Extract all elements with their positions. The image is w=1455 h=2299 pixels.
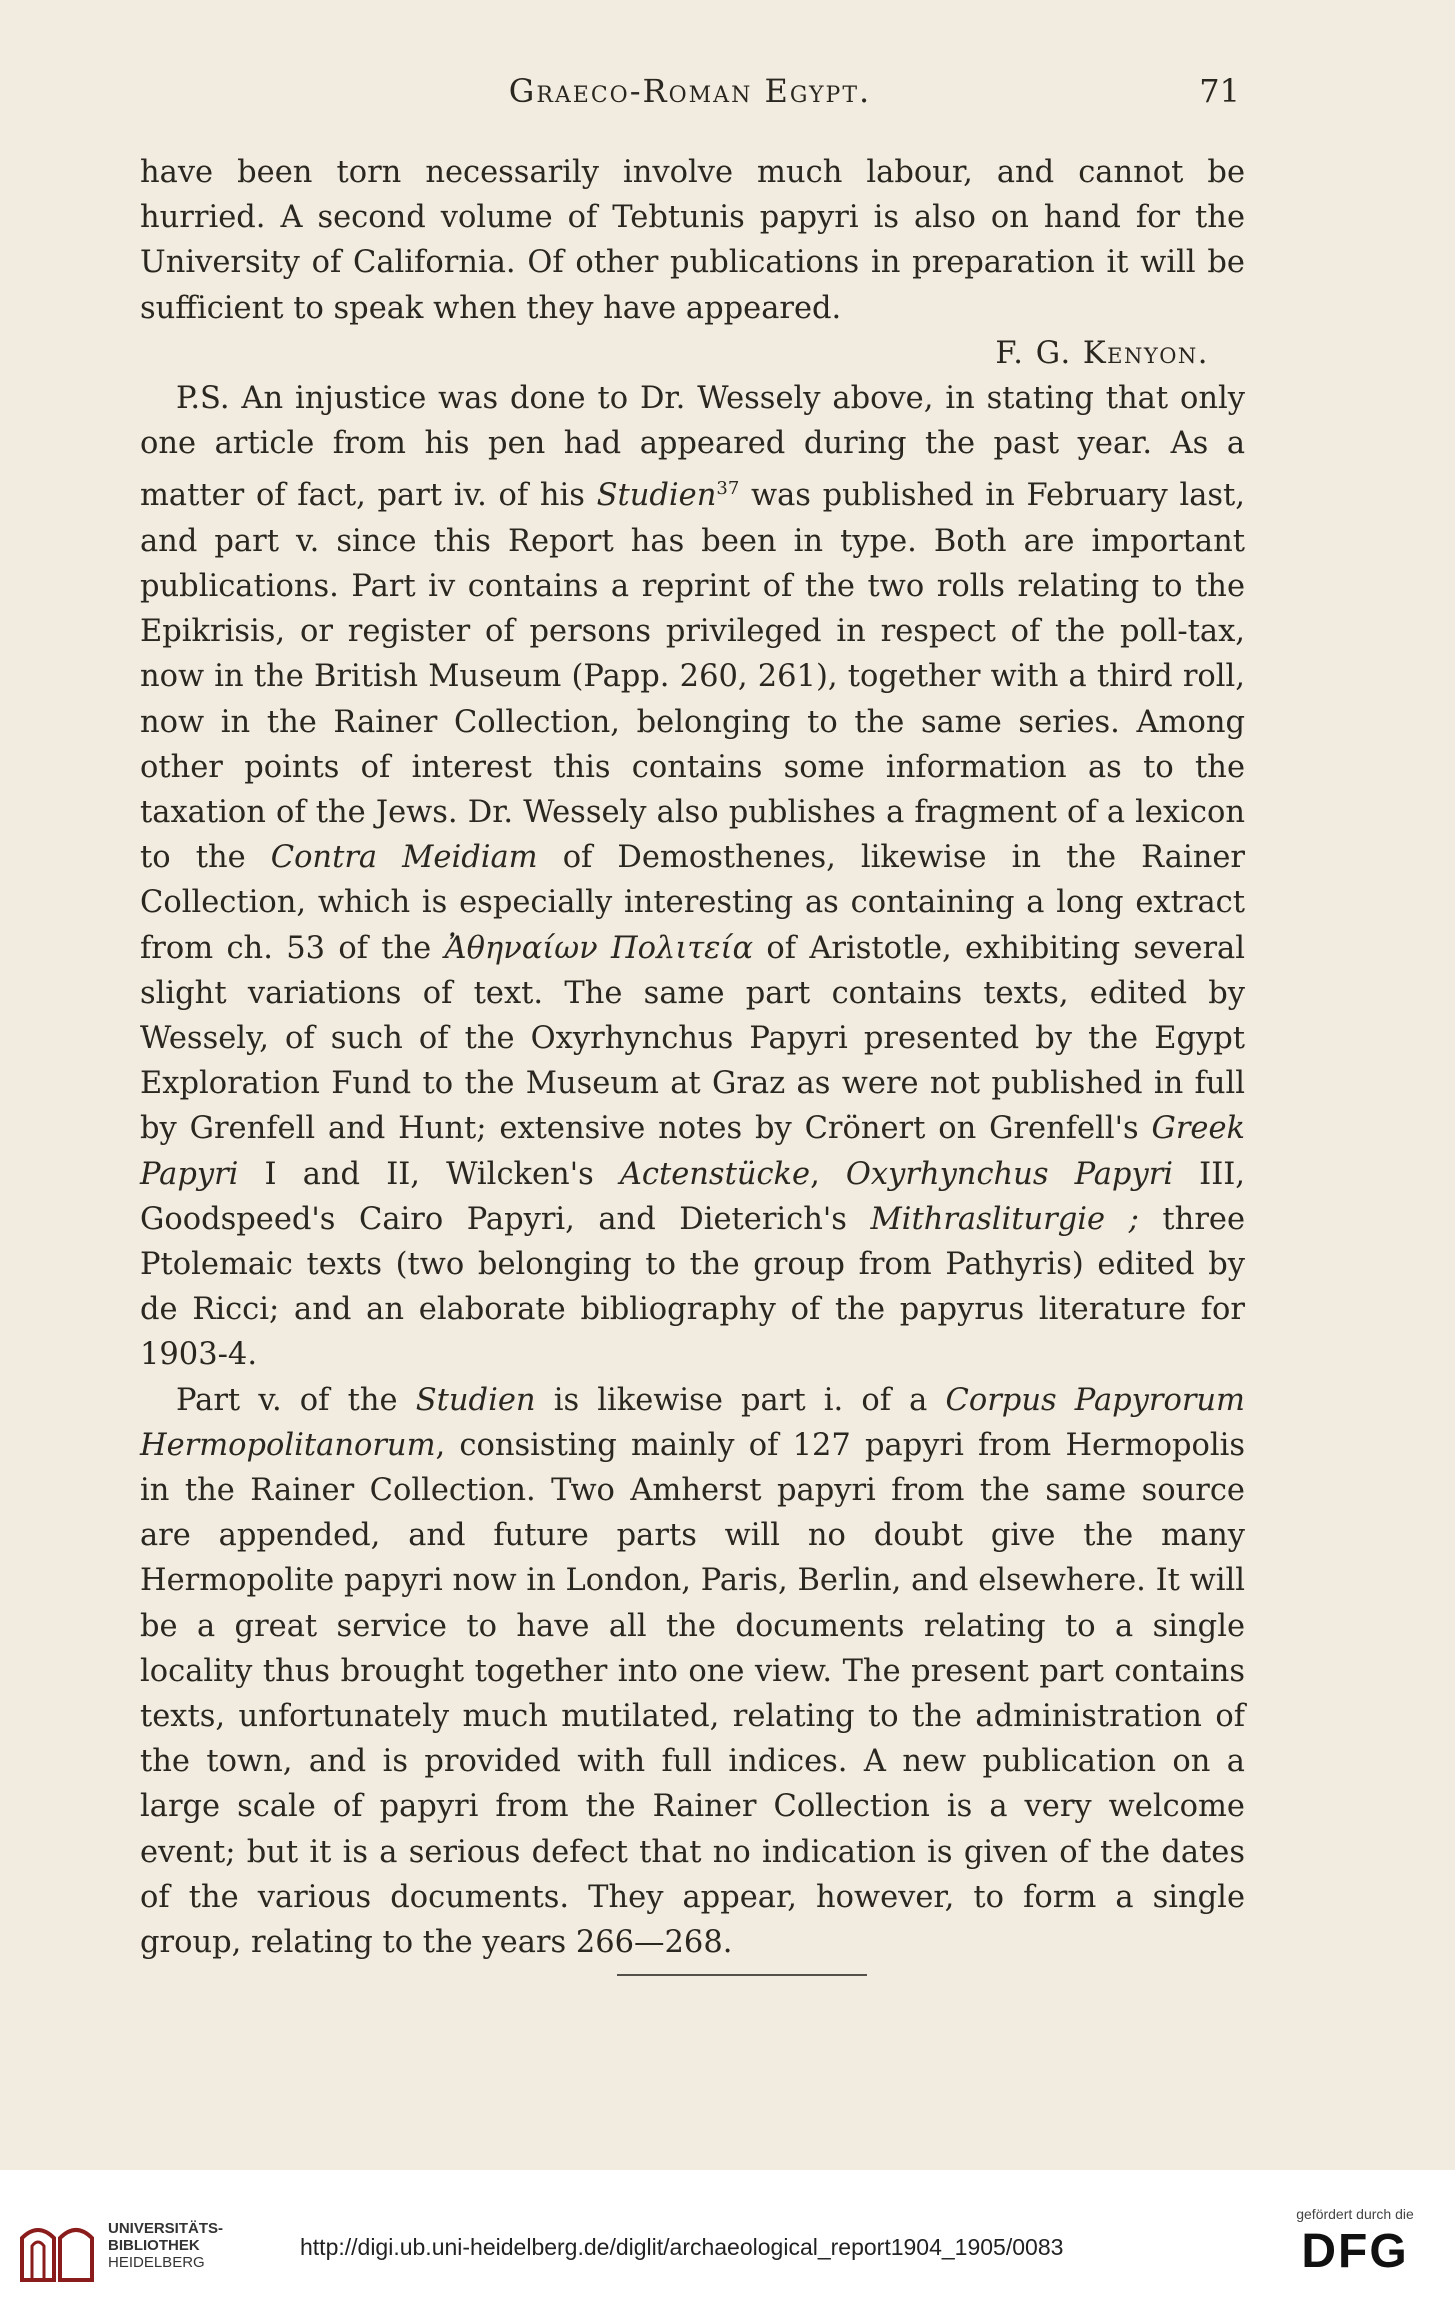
title-mithrasliturgie: Mithrasliturgie ; [870, 1201, 1139, 1237]
text-run: was published in February last, and part v. since this Report has been in type. Both are important publications. Part iv contains a reprint of the two rolls relating to the Epikrisis, or register of persons privileged in respect of the poll-tax, now in the British Museum (Papp. 260, 261), together with a third roll, now in the Rainer Collection, belonging to the same series. Among other points of interest this contains some information as to the taxation of the Jews. Dr. Wessely also publishes a fragment of a lexicon to the [140, 478, 1246, 876]
title-greek-papyri: Greek Papyri [140, 1111, 1245, 1192]
text-run: of Demosthenes, likewise in the Rainer Collection, which is especially interesting as containing a long extract from ch. 53 of the [140, 840, 1245, 966]
source-url-link[interactable]: http://digi.ub.uni-heidelberg.de/diglit/archaeological_report1904_1905/0083 [300, 2234, 1064, 2260]
postscript-paragraph [140, 376, 1245, 1378]
title-contra-meidiam: Contra Meidiam [270, 840, 538, 876]
text-run: I and II, Wilcken's [238, 1156, 620, 1192]
text-run: III, Goodspeed's Cairo Papyri, and Dieterich's [140, 1156, 1245, 1237]
title-oxyrhynchus: Oxyrhynchus Papyri [845, 1156, 1174, 1192]
title-corpus: Corpus Papyrorum Hermopolitanorum [140, 1382, 1245, 1463]
text-run: P.S. An injustice was done to Dr. Wessely above, in stating that only one article from his pen had appeared during the past year. As a matter of fact, part iv. of his [140, 381, 1245, 514]
footer-bar [0, 2170, 1455, 2299]
text-run: , consisting mainly of 127 papyri from Hermopolis in the Rainer Collection. Two Amherst papyri from the same source are appended, and future parts will no doubt give the many Hermopolite papyri now in London, Paris, Berlin, and elsewhere. It will be a great service to have all the documents relating to a single locality thus brought together into one view. The present part contains texts, unfortunately much mutilated, relating to the administration of the town, and is provided with full indices. A new publication on a large scale of papyri from the Rainer Collection is a very welcome event; but it is a serious defect that no indication is given of the dates of the various documents. They appear, however, to form a single group, relating to the years 266—268. [140, 1427, 1245, 1961]
paragraph-continuation: have been torn necessarily involve much labour, and cannot be hurried. A second volume of Tebtunis papyri is also on hand for the University of California. Of other publications in preparation it will be sufficient to speak when they have appeared. [140, 155, 1245, 326]
dfg-logo: DFG [1301, 2225, 1409, 2278]
page-number: 71 [1199, 72, 1240, 110]
running-head: Graeco-Roman Egypt. [508, 72, 872, 110]
text-run: Part v. of the [176, 1382, 416, 1418]
text-run: , [810, 1156, 846, 1192]
title-studien: Studien [596, 478, 717, 514]
text-run: of Aristotle, exhibiting several slight variations of text. The same part contains texts, edited by Wessely, of such of the Oxyrhynchus Papyri presented by the Egypt Exploration Fund to the Museum at Graz as were not published in full by Grenfell and Hunt; extensive notes by Crönert on Grenfell's [140, 930, 1245, 1147]
library-name [108, 2220, 223, 2271]
body-text [140, 150, 1245, 1965]
footnote-ref: 37 [716, 478, 740, 500]
section-end-rule [617, 1974, 867, 1976]
library-line: BIBLIOTHEK [108, 2237, 200, 2254]
text-run: is likewise part i. of a [535, 1382, 946, 1418]
greek-title: Ἀθηναίων Πολιτεία [444, 930, 754, 966]
page-header [140, 72, 1240, 122]
title-actenstucke: Actenstücke [619, 1156, 811, 1192]
library-line: HEIDELBERG [108, 2254, 205, 2271]
funder-caption: gefördert durch die [1296, 2206, 1414, 2222]
library-line: UNIVERSITÄTS- [108, 2220, 224, 2237]
author-signature: F. G. Kenyon. [995, 335, 1209, 371]
title-studien: Studien [415, 1382, 536, 1418]
funder-block [1275, 2206, 1435, 2278]
library-logo-icon [18, 2218, 96, 2284]
text-run: three Ptolemaic texts (two belonging to the group from Pathyris) edited by de Ricci; and an elaborate bibliography of the papyrus literature for 1903-4. [140, 1201, 1245, 1373]
paragraph-part-v [140, 1378, 1245, 1966]
